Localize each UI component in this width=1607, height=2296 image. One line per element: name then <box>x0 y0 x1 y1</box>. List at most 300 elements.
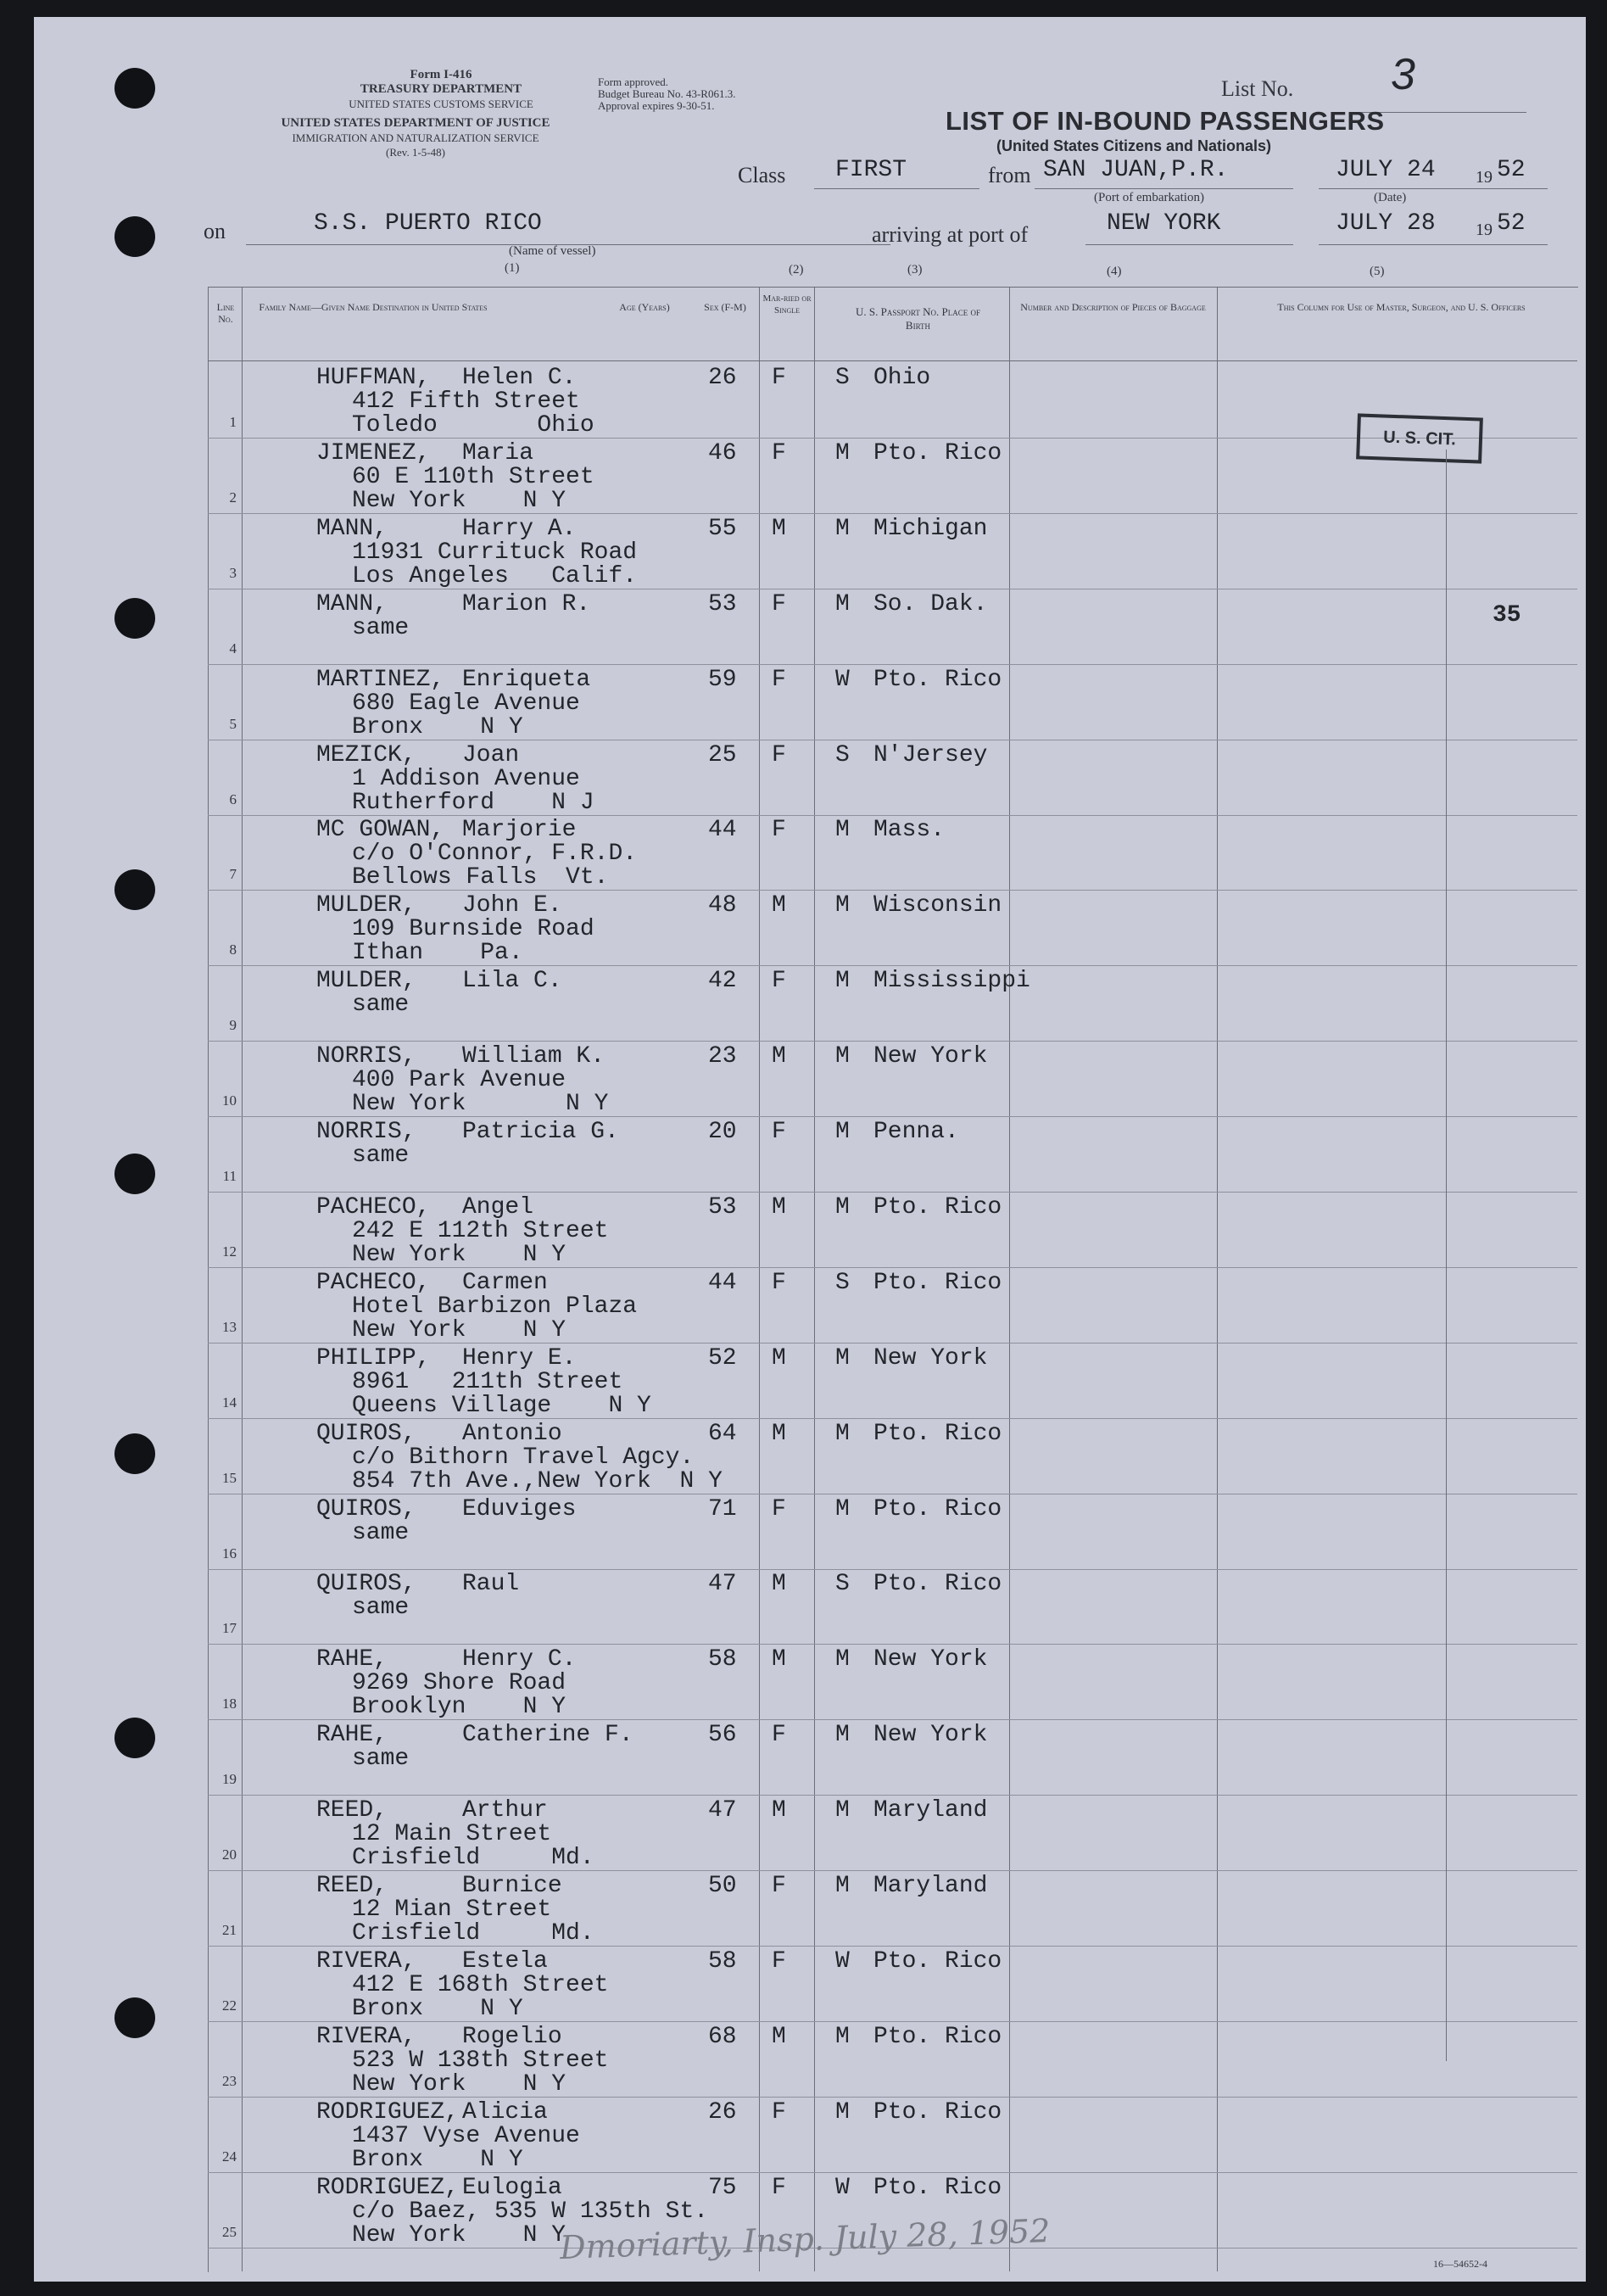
marital-cell: M <box>835 1420 850 1447</box>
line-number: 4 <box>229 640 237 656</box>
address-line: c/o O'Connor, F.R.D. <box>352 841 638 868</box>
col-header-sex: Sex (F-M) <box>704 301 746 313</box>
approval-line: Form approved. <box>598 75 669 88</box>
table-row <box>208 665 1577 740</box>
age-cell: 42 <box>708 968 737 995</box>
family-name: MEZICK, <box>316 741 416 768</box>
given-name: Helen C. <box>462 365 577 391</box>
birthplace-cell: Michigan <box>873 515 988 542</box>
line-number: 1 <box>229 414 237 430</box>
given-name: Patricia G. <box>462 1119 619 1145</box>
address-line: Rutherford N J <box>352 789 594 816</box>
sex-cell: F <box>772 1269 786 1296</box>
address-line: New York N Y <box>352 1091 609 1118</box>
punch-hole-icon <box>114 216 155 257</box>
address-line: 854 7th Ave.,New York N Y <box>352 1467 723 1494</box>
family-name: MULDER, <box>316 968 416 995</box>
sex-cell: M <box>772 515 786 542</box>
us-citizen-stamp: U. S. CIT. <box>1356 413 1483 463</box>
arrival-date: JULY 28 <box>1336 210 1436 237</box>
family-name: REED, <box>316 1797 388 1824</box>
marital-cell: M <box>835 1646 850 1673</box>
justice-dept: UNITED STATES DEPARTMENT OF JUSTICE <box>281 116 550 130</box>
address-line: Brooklyn N Y <box>352 1694 566 1721</box>
sex-cell: F <box>772 1947 786 1975</box>
age-cell: 26 <box>708 365 737 391</box>
address-line: Ithan Pa. <box>352 940 523 967</box>
family-name: PACHECO, <box>316 1193 431 1221</box>
revision: (Rev. 1-5-48) <box>386 146 445 159</box>
given-name: Henry E. <box>462 1344 577 1371</box>
col-num: (1) <box>505 261 520 275</box>
manifest-page <box>34 17 1586 2282</box>
age-cell: 25 <box>708 741 737 768</box>
table-row <box>208 2098 1577 2173</box>
birthplace-cell: Pto. Rico <box>873 1495 1002 1522</box>
given-name: Marion R. <box>462 590 591 617</box>
given-name: Raul <box>462 1571 520 1598</box>
line-number: 11 <box>222 1168 237 1184</box>
age-cell: 48 <box>708 892 737 919</box>
marital-cell: M <box>835 1495 850 1522</box>
line-number: 19 <box>222 1771 237 1788</box>
address-line: New York N Y <box>352 1241 566 1268</box>
birthplace-cell: Pto. Rico <box>873 1947 1002 1975</box>
marital-cell: M <box>835 1043 850 1070</box>
age-cell: 75 <box>708 2174 737 2201</box>
line-number: 20 <box>222 1846 237 1863</box>
birthplace-cell: So. Dak. <box>873 590 988 617</box>
page-total: 35 <box>1493 602 1521 628</box>
marital-cell: M <box>835 1873 850 1899</box>
line-number: 24 <box>222 2148 237 2165</box>
sex-cell: F <box>772 741 786 768</box>
age-cell: 47 <box>708 1797 737 1824</box>
age-cell: 50 <box>708 1873 737 1899</box>
age-cell: 44 <box>708 817 737 844</box>
address-line: Toledo Ohio <box>352 412 594 439</box>
given-name: Carmen <box>462 1269 548 1296</box>
ins-service: IMMIGRATION AND NATURALIZATION SERVICE <box>292 131 539 144</box>
sex-cell: F <box>772 968 786 995</box>
family-name: MARTINEZ, <box>316 666 445 693</box>
birthplace-cell: N'Jersey <box>873 741 988 768</box>
date-caption: (Date) <box>1374 191 1407 204</box>
punch-hole-icon <box>114 1154 155 1194</box>
birthplace-cell: New York <box>873 1646 988 1673</box>
col-header-name: Family Name—Given Name Destination in United States <box>259 301 488 313</box>
marital-cell: M <box>835 439 850 466</box>
given-name: Eulogia <box>462 2174 562 2201</box>
age-cell: 23 <box>708 1043 737 1070</box>
family-name: QUIROS, <box>316 1571 416 1598</box>
address-line: same <box>352 992 410 1019</box>
approval-line: Approval expires 9-30-51. <box>598 99 715 112</box>
table-row <box>208 1193 1577 1268</box>
marital-cell: W <box>835 1947 850 1975</box>
class-value: FIRST <box>835 157 907 183</box>
line-number: 5 <box>229 715 237 732</box>
marital-cell: M <box>835 892 850 919</box>
punch-hole-icon <box>114 1997 155 2038</box>
given-name: William K. <box>462 1043 605 1070</box>
marital-cell: S <box>835 1269 850 1296</box>
col-header-married: Mar-ried or Single <box>762 293 812 316</box>
col-header-line: Line No. <box>216 301 235 325</box>
address-line: 11931 Currituck Road <box>352 539 638 566</box>
punch-hole-icon <box>114 869 155 910</box>
sex-cell: F <box>772 1495 786 1522</box>
table-row <box>208 815 1577 891</box>
address-line: 12 Main Street <box>352 1821 552 1848</box>
address-line: Crisfield Md. <box>352 1845 594 1872</box>
given-name: Eduviges <box>462 1495 577 1522</box>
address-line: New York N Y <box>352 2070 566 2098</box>
address-line: 60 E 110th Street <box>352 463 594 490</box>
marital-cell: W <box>835 666 850 693</box>
age-cell: 26 <box>708 2098 737 2126</box>
age-cell: 46 <box>708 439 737 466</box>
address-line: New York N Y <box>352 1316 566 1344</box>
table-row <box>208 1645 1577 1720</box>
table-row <box>208 1419 1577 1494</box>
table-row <box>208 514 1577 589</box>
punch-hole-icon <box>114 598 155 639</box>
marital-cell: M <box>835 590 850 617</box>
birthplace-cell: Pto. Rico <box>873 1571 1002 1598</box>
col-num: (4) <box>1107 265 1122 278</box>
line-number: 14 <box>222 1394 237 1411</box>
given-name: Catherine F. <box>462 1722 633 1749</box>
port-underline <box>1085 244 1293 245</box>
col-header-age: Age (Years) <box>619 301 670 313</box>
given-name: Estela <box>462 1947 548 1975</box>
address-line: Bronx N Y <box>352 1995 523 2022</box>
age-cell: 71 <box>708 1495 737 1522</box>
age-cell: 52 <box>708 1344 737 1371</box>
family-name: PACHECO, <box>316 1269 431 1296</box>
line-number: 23 <box>222 2072 237 2089</box>
marital-cell: M <box>835 817 850 844</box>
age-cell: 64 <box>708 1420 737 1447</box>
address-line: same <box>352 1746 410 1773</box>
age-cell: 20 <box>708 1119 737 1145</box>
arrival-date-underline <box>1319 244 1548 245</box>
header-divider <box>208 360 1577 361</box>
family-name: MANN, <box>316 515 388 542</box>
table-row <box>208 966 1577 1042</box>
age-cell: 68 <box>708 2023 737 2050</box>
given-name: Harry A. <box>462 515 577 542</box>
address-line: 8961 211th Street <box>352 1368 623 1395</box>
age-cell: 58 <box>708 1646 737 1673</box>
table-row <box>208 1720 1577 1796</box>
sex-cell: M <box>772 1043 786 1070</box>
family-name: RODRIGUEZ, <box>316 2174 460 2201</box>
sex-cell: M <box>772 1646 786 1673</box>
punch-hole-icon <box>114 1718 155 1758</box>
col-num: (2) <box>789 263 804 277</box>
address-line: 400 Park Avenue <box>352 1067 566 1094</box>
given-name: Rogelio <box>462 2023 562 2050</box>
list-no-value: 3 <box>1391 50 1415 99</box>
embark-year: 52 <box>1497 157 1526 183</box>
given-name: Maria <box>462 439 534 466</box>
sex-cell: F <box>772 666 786 693</box>
marital-cell: S <box>835 741 850 768</box>
approval-block <box>598 76 735 112</box>
birthplace-cell: Maryland <box>873 1873 988 1899</box>
birthplace-cell: Wisconsin <box>873 892 1002 919</box>
port-embarkation: SAN JUAN,P.R. <box>1043 157 1229 183</box>
birthplace-cell: Pto. Rico <box>873 1269 1002 1296</box>
page-title: LIST OF IN-BOUND PASSENGERS <box>946 106 1385 136</box>
marital-cell: S <box>835 1571 850 1598</box>
address-line: Bronx N Y <box>352 713 523 740</box>
line-number: 13 <box>222 1318 237 1335</box>
birthplace-cell: Pto. Rico <box>873 2023 1002 2050</box>
class-underline <box>814 188 979 189</box>
arrival-year: 52 <box>1497 210 1526 237</box>
marital-cell: M <box>835 515 850 542</box>
embark-date: JULY 24 <box>1336 157 1436 183</box>
sex-cell: M <box>772 1344 786 1371</box>
table-row <box>208 1947 1577 2022</box>
table-row <box>208 1268 1577 1344</box>
address-line: same <box>352 1142 410 1169</box>
form-code: 16—54652-4 <box>1433 2258 1487 2270</box>
arriving-label: arriving at port of <box>872 222 1029 247</box>
class-label: Class <box>738 163 786 187</box>
address-line: Queens Village N Y <box>352 1392 651 1419</box>
birthplace-cell: Pto. Rico <box>873 1193 1002 1221</box>
address-line: 109 Burnside Road <box>352 916 594 943</box>
address-line: Bronx N Y <box>352 2146 523 2173</box>
table-row <box>208 1871 1577 1947</box>
age-cell: 44 <box>708 1269 737 1296</box>
table-row <box>208 740 1577 816</box>
line-number: 9 <box>229 1017 237 1034</box>
birthplace-cell: Pto. Rico <box>873 1420 1002 1447</box>
line-number: 8 <box>229 941 237 958</box>
age-cell: 47 <box>708 1571 737 1598</box>
family-name: MANN, <box>316 590 388 617</box>
line-number: 21 <box>222 1922 237 1938</box>
address-line: same <box>352 614 410 641</box>
family-name: NORRIS, <box>316 1119 416 1145</box>
birthplace-cell: Maryland <box>873 1797 988 1824</box>
date-underline <box>1319 188 1548 189</box>
agency-block <box>195 68 636 159</box>
col-num: (5) <box>1370 265 1385 278</box>
family-name: HUFFMAN, <box>316 365 431 391</box>
birthplace-cell: New York <box>873 1722 988 1749</box>
marital-cell: M <box>835 2098 850 2126</box>
col-header-passport: U. S. Passport No. Place of Birth <box>856 305 980 332</box>
marital-cell: M <box>835 1797 850 1824</box>
address-line: New York N Y <box>352 487 566 514</box>
address-line: 1437 Vyse Avenue <box>352 2122 580 2149</box>
sex-cell: F <box>772 590 786 617</box>
line-number: 15 <box>222 1469 237 1486</box>
family-name: PHILIPP, <box>316 1344 431 1371</box>
sex-cell: F <box>772 365 786 391</box>
arrival-port: NEW YORK <box>1107 210 1221 237</box>
given-name: Marjorie <box>462 817 577 844</box>
family-name: MULDER, <box>316 892 416 919</box>
customs-service: UNITED STATES CUSTOMS SERVICE <box>349 98 533 110</box>
officer-margin-line <box>1446 450 1447 2061</box>
marital-cell: M <box>835 1722 850 1749</box>
year-prefix: 19 <box>1476 168 1493 187</box>
marital-cell: S <box>835 365 850 391</box>
line-number: 16 <box>222 1545 237 1561</box>
birthplace-cell: Ohio <box>873 365 931 391</box>
address-line: same <box>352 1519 410 1546</box>
birthplace-cell: Mississippi <box>873 968 1030 995</box>
age-cell: 53 <box>708 590 737 617</box>
address-line: 242 E 112th Street <box>352 1217 609 1244</box>
vessel-name: S.S. PUERTO RICO <box>314 210 542 237</box>
family-name: RAHE, <box>316 1722 388 1749</box>
table-row <box>208 1042 1577 1117</box>
sex-cell: F <box>772 2174 786 2201</box>
port-embark-caption: (Port of embarkation) <box>1094 191 1204 204</box>
given-name: Burnice <box>462 1873 562 1899</box>
table-row <box>208 1117 1577 1193</box>
sex-cell: M <box>772 1193 786 1221</box>
family-name: NORRIS, <box>316 1043 416 1070</box>
sex-cell: M <box>772 892 786 919</box>
table-row <box>208 891 1577 966</box>
address-line: Los Angeles Calif. <box>352 562 638 589</box>
family-name: RAHE, <box>316 1646 388 1673</box>
marital-cell: M <box>835 1193 850 1221</box>
punch-hole-icon <box>114 68 155 109</box>
family-name: QUIROS, <box>316 1420 416 1447</box>
given-name: Alicia <box>462 2098 548 2126</box>
address-line: 523 W 138th Street <box>352 2047 609 2074</box>
from-label: from <box>988 163 1031 187</box>
on-label: on <box>204 219 226 243</box>
age-cell: 58 <box>708 1947 737 1975</box>
address-line: New York N Y <box>352 2221 566 2249</box>
line-number: 25 <box>222 2223 237 2240</box>
given-name: Enriqueta <box>462 666 591 693</box>
marital-cell: M <box>835 1119 850 1145</box>
birthplace-cell: Pto. Rico <box>873 439 1002 466</box>
col-num: (3) <box>907 263 923 277</box>
col-header-officers: This Column for Use of Master, Surgeon, and U. S. Officers <box>1277 301 1526 313</box>
year-prefix: 19 <box>1476 221 1493 239</box>
address-line: c/o Bithorn Travel Agcy. <box>352 1444 695 1471</box>
marital-cell: M <box>835 1344 850 1371</box>
address-line: 680 Eagle Avenue <box>352 690 580 717</box>
approval-line: Budget Bureau No. 43-R061.3. <box>598 87 736 100</box>
address-line: c/o Baez, 535 W 135th St. <box>352 2198 709 2225</box>
birthplace-cell: Pto. Rico <box>873 666 1002 693</box>
address-line: 12 Mian Street <box>352 1897 552 1923</box>
address-line: 9269 Shore Road <box>352 1670 566 1697</box>
address-line: 412 E 168th Street <box>352 1971 609 1998</box>
age-cell: 53 <box>708 1193 737 1221</box>
table-row <box>208 1796 1577 1871</box>
from-underline <box>1035 188 1293 189</box>
line-number: 22 <box>222 1997 237 2014</box>
line-number: 6 <box>229 790 237 807</box>
line-number: 17 <box>222 1620 237 1637</box>
address-line: 412 Fifth Street <box>352 388 580 415</box>
given-name: John E. <box>462 892 562 919</box>
family-name: RIVERA, <box>316 2023 416 2050</box>
treasury-dept: TREASURY DEPARTMENT <box>360 82 522 96</box>
line-number: 10 <box>222 1092 237 1109</box>
inspector-signature: Dmoriarty, Insp. July 28, 1952 <box>559 2211 1052 2267</box>
birthplace-cell: New York <box>873 1344 988 1371</box>
line-number: 2 <box>229 489 237 506</box>
line-number: 12 <box>222 1243 237 1260</box>
sex-cell: M <box>772 1420 786 1447</box>
table-row <box>208 2022 1577 2098</box>
birthplace-cell: Mass. <box>873 817 946 844</box>
sex-cell: M <box>772 2023 786 2050</box>
birthplace-cell: Penna. <box>873 1119 959 1145</box>
family-name: MC GOWAN, <box>316 817 445 844</box>
address-line: same <box>352 1595 410 1622</box>
address-line: Hotel Barbizon Plaza <box>352 1293 638 1320</box>
sex-cell: F <box>772 439 786 466</box>
line-number: 7 <box>229 866 237 883</box>
birthplace-cell: Pto. Rico <box>873 2098 1002 2126</box>
table-row <box>208 1344 1577 1419</box>
age-cell: 55 <box>708 515 737 542</box>
sex-cell: M <box>772 1571 786 1598</box>
address-line: Bellows Falls Vt. <box>352 864 609 891</box>
table-row <box>208 1494 1577 1570</box>
given-name: Angel <box>462 1193 534 1221</box>
line-number: 3 <box>229 564 237 581</box>
table-row <box>208 589 1577 665</box>
family-name: QUIROS, <box>316 1495 416 1522</box>
age-cell: 56 <box>708 1722 737 1749</box>
col-header-baggage: Number and Description of Pieces of Baggage <box>1020 301 1206 313</box>
marital-cell: M <box>835 2023 850 2050</box>
sex-cell: F <box>772 2098 786 2126</box>
family-name: RIVERA, <box>316 1947 416 1975</box>
family-name: RODRIGUEZ, <box>316 2098 460 2126</box>
given-name: Lila C. <box>462 968 562 995</box>
marital-cell: M <box>835 968 850 995</box>
family-name: REED, <box>316 1873 388 1899</box>
birthplace-cell: New York <box>873 1043 988 1070</box>
page-subtitle: (United States Citizens and Nationals) <box>996 137 1272 154</box>
sex-cell: M <box>772 1797 786 1824</box>
punch-hole-icon <box>114 1433 155 1474</box>
form-number: Form I-416 <box>410 68 472 81</box>
table-row <box>208 1569 1577 1645</box>
address-line: Crisfield Md. <box>352 1920 594 1947</box>
sex-cell: F <box>772 1873 786 1899</box>
vessel-caption: (Name of vessel) <box>509 244 596 258</box>
sex-cell: F <box>772 817 786 844</box>
line-number: 18 <box>222 1695 237 1712</box>
given-name: Arthur <box>462 1797 548 1824</box>
sex-cell: F <box>772 1119 786 1145</box>
family-name: JIMENEZ, <box>316 439 431 466</box>
given-name: Joan <box>462 741 520 768</box>
age-cell: 59 <box>708 666 737 693</box>
given-name: Henry C. <box>462 1646 577 1673</box>
